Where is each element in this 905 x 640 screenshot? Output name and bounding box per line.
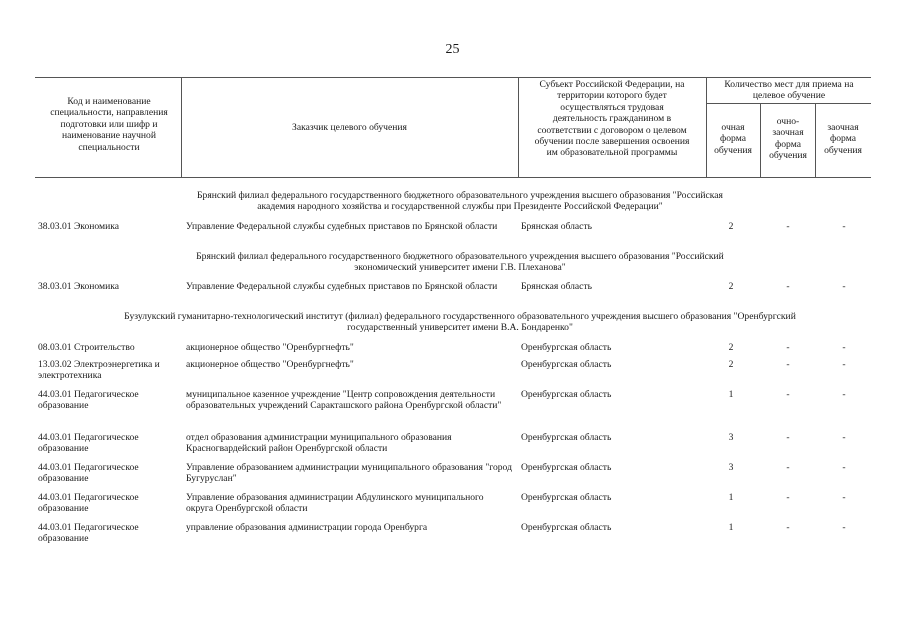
row-full-time: 3	[728, 432, 734, 443]
row-full-time: 2	[728, 281, 734, 292]
table-top-border	[35, 77, 871, 78]
row-customer: акционерное общество "Оренбургнефть"	[186, 342, 354, 353]
group-title: Брянский филиал федерального государственного бюджетного образовательного учреждения высшего образования "Российский экономический университет имени Г.В. Плеханова"	[196, 251, 724, 274]
row-part-time: -	[786, 462, 790, 473]
row-full-time: 2	[728, 359, 734, 370]
row-customer: Управление Федеральной службы судебных приставов по Брянской области	[186, 281, 498, 292]
row-region: Оренбургская область	[521, 342, 612, 353]
row-part-time: -	[786, 389, 790, 400]
row-extramural: -	[842, 522, 846, 533]
header-places: Количество мест для приема на целевое обучение	[724, 79, 854, 102]
row-region: Брянская область	[521, 281, 593, 292]
row-code: 08.03.01 Строительство	[38, 342, 135, 353]
places-subheader-border	[706, 103, 871, 104]
row-extramural: -	[842, 342, 846, 353]
row-extramural: -	[842, 359, 846, 370]
row-full-time: 1	[728, 492, 734, 503]
row-code: 44.03.01 Педагогическое образование	[38, 522, 139, 545]
row-region: Брянская область	[521, 221, 593, 232]
group-title: Бузулукский гуманитарно-технологический институт (филиал) федерального государственного образовательного учреждения высшего образования "Оренбургский государственный университет имени В.А. Бондаренко"	[124, 311, 796, 334]
table-header-bottom-border	[35, 177, 871, 178]
header-region: Субъект Российской Федерации, на территории которого будет осуществляться трудовая деятельность гражданином в соответствии с договором о целевом обучении после завершения освоения им образовательной программы	[534, 79, 690, 159]
row-extramural: -	[842, 281, 846, 292]
row-code: 13.03.02 Электроэнергетика и электротехника	[38, 359, 160, 382]
row-region: Оренбургская область	[521, 462, 612, 473]
row-part-time: -	[786, 342, 790, 353]
row-code: 38.03.01 Экономика	[38, 221, 120, 232]
page-number: 25	[445, 42, 460, 57]
row-full-time: 1	[728, 389, 734, 400]
row-region: Оренбургская область	[521, 359, 612, 370]
row-region: Оренбургская область	[521, 432, 612, 443]
header-divider-4	[760, 103, 761, 177]
row-customer: Управление образования администрации Абдулинского муниципального округа Оренбургской области	[186, 492, 484, 515]
row-full-time: 2	[728, 221, 734, 232]
header-divider-5	[815, 103, 816, 177]
row-region: Оренбургская область	[521, 492, 612, 503]
row-part-time: -	[786, 359, 790, 370]
row-code: 44.03.01 Педагогическое образование	[38, 492, 139, 515]
row-region: Оренбургская область	[521, 389, 612, 400]
row-code: 38.03.01 Экономика	[38, 281, 120, 292]
row-part-time: -	[786, 281, 790, 292]
row-extramural: -	[842, 462, 846, 473]
row-extramural: -	[842, 389, 846, 400]
row-full-time: 2	[728, 342, 734, 353]
group-title: Брянский филиал федерального государственного бюджетного образовательного учреждения высшего образования "Российская академия народного хозяйства и государственной службы при Президенте Российской Федерации"	[197, 190, 723, 213]
row-code: 44.03.01 Педагогическое образование	[38, 462, 139, 485]
row-part-time: -	[786, 522, 790, 533]
row-customer: Управление Федеральной службы судебных приставов по Брянской области	[186, 221, 498, 232]
header-code: Код и наименование специальности, направления подготовки или шифр и наименование научной специальности	[50, 96, 168, 153]
row-customer: муниципальное казенное учреждение "Центр сопровождения деятельности образовательных учреждений Саракташского района Оренбургской области"	[186, 389, 502, 412]
header-part-time: очно-заочная форма обучения	[769, 116, 807, 162]
row-part-time: -	[786, 492, 790, 503]
header-extramural: заочная форма обучения	[824, 122, 862, 156]
row-extramural: -	[842, 221, 846, 232]
row-region: Оренбургская область	[521, 522, 612, 533]
row-customer: управление образования администрации города Оренбурга	[186, 522, 428, 533]
header-divider-3	[706, 77, 707, 177]
row-customer: Управление образованием администрации муниципального образования "город Бугуруслан"	[186, 462, 512, 485]
row-customer: отдел образования администрации муниципального образования Красногвардейский район Оренбургской области	[186, 432, 452, 455]
row-extramural: -	[842, 432, 846, 443]
row-part-time: -	[786, 432, 790, 443]
row-code: 44.03.01 Педагогическое образование	[38, 389, 139, 412]
row-extramural: -	[842, 492, 846, 503]
header-divider-2	[518, 77, 519, 177]
row-customer: акционерное общество "Оренбургнефть"	[186, 359, 354, 370]
header-customer: Заказчик целевого обучения	[292, 122, 407, 133]
row-code: 44.03.01 Педагогическое образование	[38, 432, 139, 455]
row-full-time: 3	[728, 462, 734, 473]
row-full-time: 1	[728, 522, 734, 533]
header-full-time: очная форма обучения	[714, 122, 752, 156]
row-part-time: -	[786, 221, 790, 232]
header-divider-1	[181, 77, 182, 177]
